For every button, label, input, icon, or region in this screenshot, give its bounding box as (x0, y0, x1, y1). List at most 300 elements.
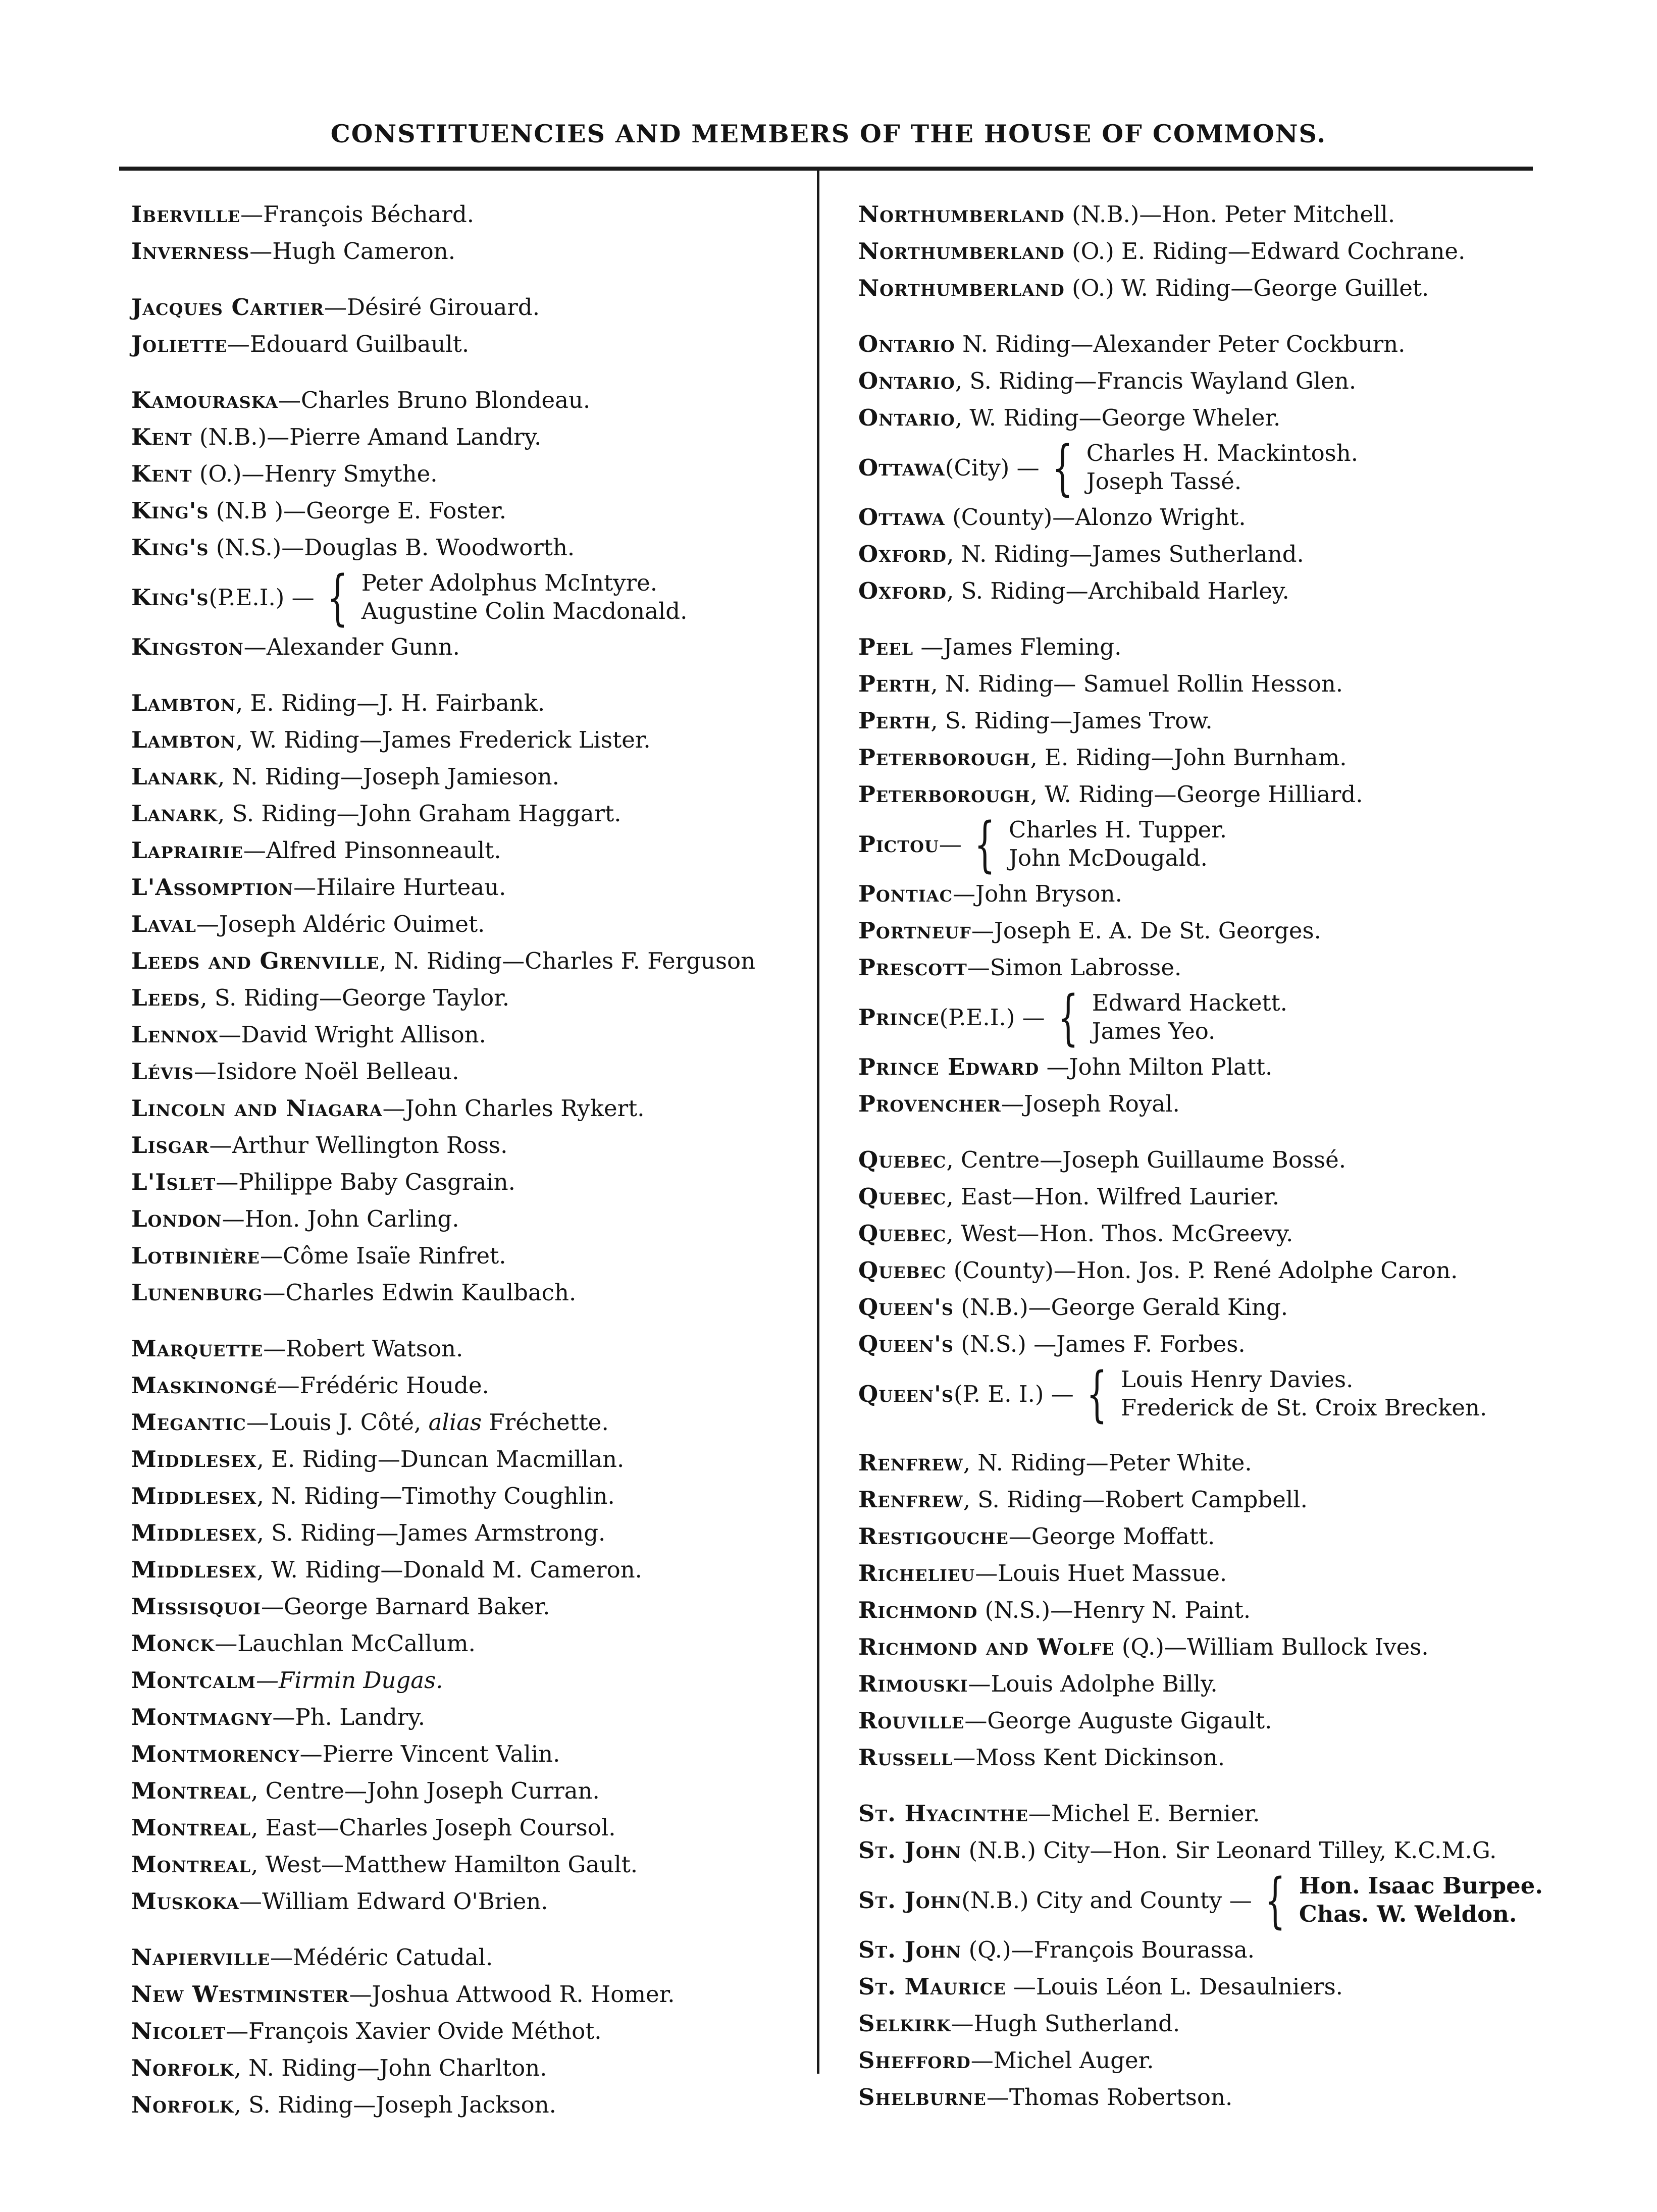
entry (858, 499, 1575, 536)
constituency: Napierville (131, 1944, 271, 1971)
member: (N.B.)—George Gerald King. (954, 1294, 1288, 1321)
left-column (131, 196, 813, 2142)
member-names (1086, 439, 1358, 496)
constituency: Montcalm (131, 1667, 256, 1694)
group-m (131, 1330, 813, 1920)
member: (County)—Alonzo Wright. (945, 504, 1246, 531)
constituency: Renfrew (858, 1486, 963, 1513)
constituency: Kingston (131, 634, 244, 660)
constituency: Middlesex (131, 1556, 257, 1583)
member: Augustine Colin Macdonald. (361, 598, 688, 624)
group-r (858, 1444, 1575, 1776)
constituency: Ontario (858, 331, 955, 357)
member: —Hugh Cameron. (249, 238, 456, 265)
member: , West—Matthew Hamilton Gault. (251, 1851, 638, 1878)
constituency: St. Maurice (858, 1973, 1006, 2000)
constituency: Laprairie (131, 837, 243, 864)
constituency: Joliette (131, 331, 227, 357)
entry (858, 1592, 1575, 1628)
entry (858, 1968, 1575, 2005)
entry (858, 1518, 1575, 1555)
entry (131, 492, 813, 529)
member: —David Wright Allison. (218, 1021, 486, 1048)
member: (Q.)—François Bourassa. (961, 1936, 1255, 1963)
entry (131, 1478, 813, 1514)
entry (858, 2005, 1575, 2042)
entry (131, 418, 813, 455)
constituency: Perth (858, 670, 931, 697)
entry (131, 906, 813, 942)
entry (131, 1625, 813, 1662)
member: (N.S.) —James F. Forbes. (954, 1331, 1246, 1357)
entry (858, 326, 1575, 362)
member: —Edouard Guilbault. (227, 331, 470, 357)
entry (858, 1289, 1575, 1326)
entry (131, 1200, 813, 1237)
constituency: Marquette (131, 1335, 264, 1362)
entry (131, 1699, 813, 1735)
entry (131, 2013, 813, 2049)
constituency: New Westminster (131, 1981, 349, 2008)
group-k (131, 382, 813, 665)
entry (131, 1883, 813, 1920)
constituency: Northumberland (858, 201, 1065, 228)
member: —Arthur Wellington Ross. (209, 1132, 508, 1158)
constituency: Prescott (858, 954, 967, 981)
constituency: Middlesex (131, 1446, 257, 1472)
entry (858, 1795, 1575, 1832)
constituency: Lunenburg (131, 1279, 263, 1306)
constituency: Kamouraska (131, 387, 279, 413)
member: , East—Hon. Wilfred Laurier. (946, 1183, 1280, 1210)
entry (131, 721, 813, 758)
member: , S. Riding—Joseph Jackson. (234, 2091, 556, 2118)
group-s (858, 1795, 1575, 2116)
entry (858, 1326, 1575, 1362)
entry (131, 1404, 813, 1441)
member: (N.B.)—Hon. Peter Mitchell. (1064, 201, 1395, 228)
member: Hon. Isaac Burpee. (1299, 1872, 1543, 1899)
entry (858, 912, 1575, 949)
constituency: L'Islet (131, 1169, 216, 1195)
constituency: Peterborough (858, 781, 1030, 808)
member: —John Milton Platt. (1039, 1054, 1273, 1080)
entry (131, 832, 813, 869)
member: , East—Charles Joseph Coursol. (251, 1814, 616, 1841)
entry (131, 2049, 813, 2086)
member: —George Moffatt. (1008, 1523, 1215, 1550)
constituency: King's (131, 497, 209, 524)
constituency: Montreal (131, 1777, 251, 1804)
constituency: St. John (858, 1936, 962, 1963)
member-names (1092, 989, 1287, 1045)
brace-glyph: { (327, 562, 348, 632)
entry (131, 1846, 813, 1883)
constituency: Rouville (858, 1707, 965, 1734)
member: —François Béchard. (240, 201, 475, 228)
member-prefix: (P. E. I.) — (954, 1380, 1074, 1407)
member: , N. Riding— Samuel Rollin Hesson. (930, 670, 1343, 697)
constituency: London (131, 1205, 222, 1232)
constituency: St. John (858, 1886, 962, 1914)
member-names (361, 569, 688, 625)
member: —Alexander Gunn. (243, 634, 460, 660)
member: —Joseph Royal. (1001, 1090, 1180, 1117)
constituency: Perth (858, 707, 931, 734)
constituency: Lévis (131, 1058, 194, 1085)
group-q (858, 1141, 1575, 1429)
member: , S. Riding—George Taylor. (200, 984, 510, 1011)
constituency: Queen's (858, 1380, 954, 1407)
constituency: King's (131, 584, 209, 611)
group-p (858, 628, 1575, 1122)
entry (131, 233, 813, 270)
group-i (131, 196, 813, 270)
member: , S. Riding—John Graham Haggart. (217, 800, 622, 827)
member: , S. Riding—Archibald Harley. (946, 577, 1289, 604)
constituency: Richelieu (858, 1560, 975, 1587)
entry (858, 949, 1575, 986)
entry-multi (858, 1865, 1575, 1935)
constituency: Middlesex (131, 1483, 257, 1509)
member-names (1299, 1872, 1543, 1928)
member: —George Auguste Gigault. (964, 1707, 1272, 1734)
member: , Centre—Joseph Guillaume Bossé. (946, 1146, 1347, 1173)
entry (131, 529, 813, 566)
entry (858, 1702, 1575, 1739)
member: (O.) E. Riding—Edward Cochrane. (1064, 238, 1466, 265)
entry (858, 776, 1575, 813)
constituency: Inverness (131, 238, 250, 265)
member-prefix: — (939, 830, 962, 858)
member: James Yeo. (1092, 1018, 1216, 1044)
constituency: Lanark (131, 763, 218, 790)
entry (858, 572, 1575, 609)
member: —Joshua Attwood R. Homer. (349, 1981, 675, 2008)
member: (N.B.)—Pierre Amand Landry. (192, 424, 542, 450)
member: —Michel Auger. (970, 2047, 1154, 2074)
member: Fréchette. (482, 1409, 609, 1436)
member: , E. Riding—John Burnham. (1030, 744, 1347, 771)
constituency: Quebec (858, 1183, 947, 1210)
constituency: Pictou (858, 830, 939, 858)
entry-multi (858, 1359, 1575, 1429)
entry (131, 628, 813, 665)
constituency: Shefford (858, 2047, 971, 2074)
member: —Louis Adolphe Billy. (968, 1670, 1218, 1697)
constituency: Kent (131, 460, 192, 487)
header-rule (119, 167, 1533, 171)
entry-multi (131, 562, 813, 632)
constituency: Oxford (858, 577, 947, 604)
constituency: Richmond (858, 1597, 978, 1623)
entry (131, 1237, 813, 1274)
member: , N. Riding—James Sutherland. (946, 541, 1304, 567)
member: (O.)—Henry Smythe. (192, 460, 438, 487)
constituency: Montmorency (131, 1741, 300, 1767)
member: , W. Riding—Donald M. Cameron. (256, 1556, 642, 1583)
member: (Q.)—William Bullock Ives. (1114, 1634, 1429, 1660)
constituency: Lisgar (131, 1132, 210, 1158)
member: —Médéric Catudal. (270, 1944, 493, 1971)
member-prefix: (City) — (945, 454, 1040, 481)
member: John McDougald. (1008, 845, 1208, 871)
member: , E. Riding—Duncan Macmillan. (256, 1446, 625, 1472)
member: Frederick de St. Croix Brecken. (1120, 1394, 1487, 1421)
member: , S. Riding—James Armstrong. (256, 1519, 606, 1546)
member: , N. Riding—Timothy Coughlin. (256, 1483, 615, 1509)
entry (131, 1053, 813, 1090)
entry (858, 2079, 1575, 2116)
constituency: Lambton (131, 726, 236, 753)
constituency: Montreal (131, 1814, 251, 1841)
member: —Lauchlan McCallum. (215, 1630, 476, 1657)
constituency: Laval (131, 911, 196, 937)
member: N. Riding—Alexander Peter Cockburn. (955, 331, 1406, 357)
member: , West—Hon. Thos. McGreevy. (946, 1220, 1293, 1247)
constituency: St. Hyacinthe (858, 1800, 1028, 1827)
member: —Isidore Noël Belleau. (193, 1058, 459, 1085)
constituency: Restigouche (858, 1523, 1009, 1550)
page-title: CONSTITUENCIES AND MEMBERS OF THE HOUSE OF COMMONS. (330, 119, 1327, 148)
entry (858, 702, 1575, 739)
constituency: Montmagny (131, 1704, 273, 1730)
entry (858, 196, 1575, 233)
member: (O.) W. Riding—George Guillet. (1064, 275, 1429, 301)
member: —Côme Isaïe Rinfret. (260, 1242, 506, 1269)
entry (131, 1514, 813, 1551)
member: Charles H. Mackintosh. (1086, 440, 1359, 466)
entry (131, 1127, 813, 1164)
constituency: Selkirk (858, 2010, 951, 2037)
brace-glyph: { (1264, 1865, 1285, 1935)
member: —Hilaire Hurteau. (293, 874, 506, 901)
brace-glyph: { (1057, 982, 1078, 1052)
member: , S. Riding—Francis Wayland Glen. (955, 367, 1357, 394)
column-divider (817, 171, 819, 2074)
entry (131, 1016, 813, 1053)
member: —Alfred Pinsonneault. (243, 837, 501, 864)
group-j (131, 289, 813, 362)
entry (131, 795, 813, 832)
constituency: Norfolk (131, 2055, 234, 2081)
member: , W. Riding—George Wheler. (955, 404, 1281, 431)
member: —Michel E. Bernier. (1028, 1800, 1260, 1827)
constituency: L'Assomption (131, 874, 294, 901)
entry (858, 270, 1575, 306)
entry-multi (858, 809, 1575, 879)
entry (858, 536, 1575, 572)
entry (131, 758, 813, 795)
constituency: Maskinongé (131, 1372, 277, 1399)
entry (858, 1931, 1575, 1968)
member: (N.S.)—Henry N. Paint. (977, 1597, 1251, 1623)
member: (N.B.) City—Hon. Sir Leonard Tilley, K.C.M.G. (961, 1837, 1497, 1864)
member: —John Bryson. (953, 880, 1122, 907)
brace-glyph: { (1052, 433, 1073, 502)
entry (131, 1735, 813, 1772)
entry-multi (858, 433, 1575, 502)
member: —Joseph E. A. De St. Georges. (971, 917, 1321, 944)
constituency: Queen's (858, 1331, 954, 1357)
entry (131, 1441, 813, 1478)
entry (858, 1178, 1575, 1215)
member: —Hon. John Carling. (222, 1205, 459, 1232)
constituency: Prince Edward (858, 1054, 1040, 1080)
member-names (1009, 816, 1227, 872)
entry (131, 196, 813, 233)
constituency: Missisquoi (131, 1593, 261, 1620)
constituency: Ontario (858, 367, 955, 394)
entry (858, 2042, 1575, 2079)
entry (131, 1090, 813, 1127)
constituency: Ottawa (858, 504, 945, 531)
member: , S. Riding—James Trow. (930, 707, 1213, 734)
member: , W. Riding—George Hilliard. (1030, 781, 1363, 808)
constituency: Pontiac (858, 880, 953, 907)
group-l (131, 684, 813, 1311)
member: —Ph. Landry. (272, 1704, 426, 1730)
member: —George Barnard Baker. (261, 1593, 550, 1620)
member: —François Xavier Ovide Méthot. (226, 2018, 602, 2044)
member: —William Edward O'Brien. (239, 1888, 548, 1915)
entry (858, 1555, 1575, 1592)
alias-word: alias (428, 1409, 482, 1436)
constituency: Lanark (131, 800, 218, 827)
entry (131, 1367, 813, 1404)
constituency: Jacques Cartier (131, 294, 324, 321)
member: —Joseph Aldéric Ouimet. (196, 911, 485, 937)
entry (858, 1739, 1575, 1776)
entry (131, 979, 813, 1016)
entry (858, 665, 1575, 702)
entry (858, 1628, 1575, 1665)
entry (131, 455, 813, 492)
constituency: Ottawa (858, 454, 945, 481)
entry (858, 399, 1575, 436)
member: —Louis Léon L. Desaulniers. (1006, 1973, 1343, 2000)
constituency: Queen's (858, 1294, 954, 1321)
right-column (858, 196, 1575, 2135)
constituency: Portneuf (858, 917, 971, 944)
constituency: Norfolk (131, 2091, 234, 2118)
constituency: Provencher (858, 1090, 1001, 1117)
member: , N. Riding—Peter White. (963, 1449, 1252, 1476)
member: —Simon Labrosse. (967, 954, 1182, 981)
member: —Philippe Baby Casgrain. (216, 1169, 515, 1195)
entry (131, 1939, 813, 1976)
group-o (858, 326, 1575, 609)
entry (131, 1274, 813, 1311)
constituency: Lennox (131, 1021, 219, 1048)
group-n-cont (858, 196, 1575, 306)
constituency: Lotbinière (131, 1242, 260, 1269)
entry (131, 1976, 813, 2013)
constituency: St. John (858, 1837, 962, 1864)
constituency: Quebec (858, 1220, 947, 1247)
entry (131, 2086, 813, 2123)
constituency: Northumberland (858, 238, 1065, 265)
member: (N.B )—George E. Foster. (209, 497, 507, 524)
constituency: King's (131, 534, 209, 561)
member: —Pierre Vincent Valin. (299, 1741, 560, 1767)
member: —Moss Kent Dickinson. (953, 1744, 1225, 1771)
entry (858, 1048, 1575, 1085)
entry (858, 628, 1575, 665)
entry (858, 1141, 1575, 1178)
constituency: Ontario (858, 404, 955, 431)
entry (131, 1588, 813, 1625)
member: , N. Riding—Joseph Jamieson. (217, 763, 559, 790)
constituency: Montreal (131, 1851, 251, 1878)
member: Edward Hackett. (1092, 989, 1287, 1016)
member: , E. Riding—J. H. Fairbank. (235, 690, 545, 716)
constituency: Russell (858, 1744, 953, 1771)
member: Charles H. Tupper. (1008, 816, 1227, 843)
constituency: Peel (858, 634, 914, 660)
member: —Louis J. Côté, (246, 1409, 429, 1436)
entry (858, 1252, 1575, 1289)
member-prefix: (N.B.) City and County — (961, 1886, 1252, 1914)
constituency: Rimouski (858, 1670, 968, 1697)
member: —Désiré Girouard. (324, 294, 540, 321)
constituency: Renfrew (858, 1449, 963, 1476)
member: , Centre—John Joseph Curran. (251, 1777, 600, 1804)
entry (131, 942, 813, 979)
entry (858, 875, 1575, 912)
brace-glyph: { (1086, 1359, 1107, 1429)
constituency: Lincoln and Niagara (131, 1095, 383, 1122)
constituency: Iberville (131, 201, 241, 228)
member: —Louis Huet Massue. (975, 1560, 1227, 1587)
member: —Firmin Dugas. (255, 1667, 443, 1694)
entry (858, 1215, 1575, 1252)
entry (131, 1809, 813, 1846)
entry-multi (858, 982, 1575, 1052)
member: —Robert Watson. (263, 1335, 463, 1362)
constituency: Kent (131, 424, 192, 450)
entry (131, 684, 813, 721)
entry (131, 1772, 813, 1809)
entry (131, 1551, 813, 1588)
constituency: Leeds and Grenville (131, 947, 380, 974)
entry (858, 233, 1575, 270)
member: —John Charles Rykert. (382, 1095, 645, 1122)
member: Joseph Tassé. (1086, 468, 1242, 495)
constituency: Megantic (131, 1409, 246, 1436)
member: —James Fleming. (913, 634, 1122, 660)
group-n (131, 1939, 813, 2123)
constituency: Nicolet (131, 2018, 226, 2044)
constituency: Oxford (858, 541, 947, 567)
constituency: Quebec (858, 1146, 947, 1173)
entry (858, 362, 1575, 399)
constituency: Monck (131, 1630, 215, 1657)
entry (858, 1481, 1575, 1518)
constituency: Shelburne (858, 2084, 987, 2111)
member: Louis Henry Davies. (1120, 1366, 1354, 1393)
constituency: Prince (858, 1004, 940, 1031)
member: (N.S.)—Douglas B. Woodworth. (209, 534, 575, 561)
member: (County)—Hon. Jos. P. René Adolphe Caron. (946, 1257, 1458, 1284)
constituency: Middlesex (131, 1519, 257, 1546)
entry (858, 1085, 1575, 1122)
member: , S. Riding—Robert Campbell. (963, 1486, 1308, 1513)
member: , N. Riding—Charles F. Ferguson (379, 947, 756, 974)
member: , W. Riding—James Frederick Lister. (235, 726, 651, 753)
constituency: Northumberland (858, 275, 1065, 301)
member: —Thomas Robertson. (986, 2084, 1233, 2111)
